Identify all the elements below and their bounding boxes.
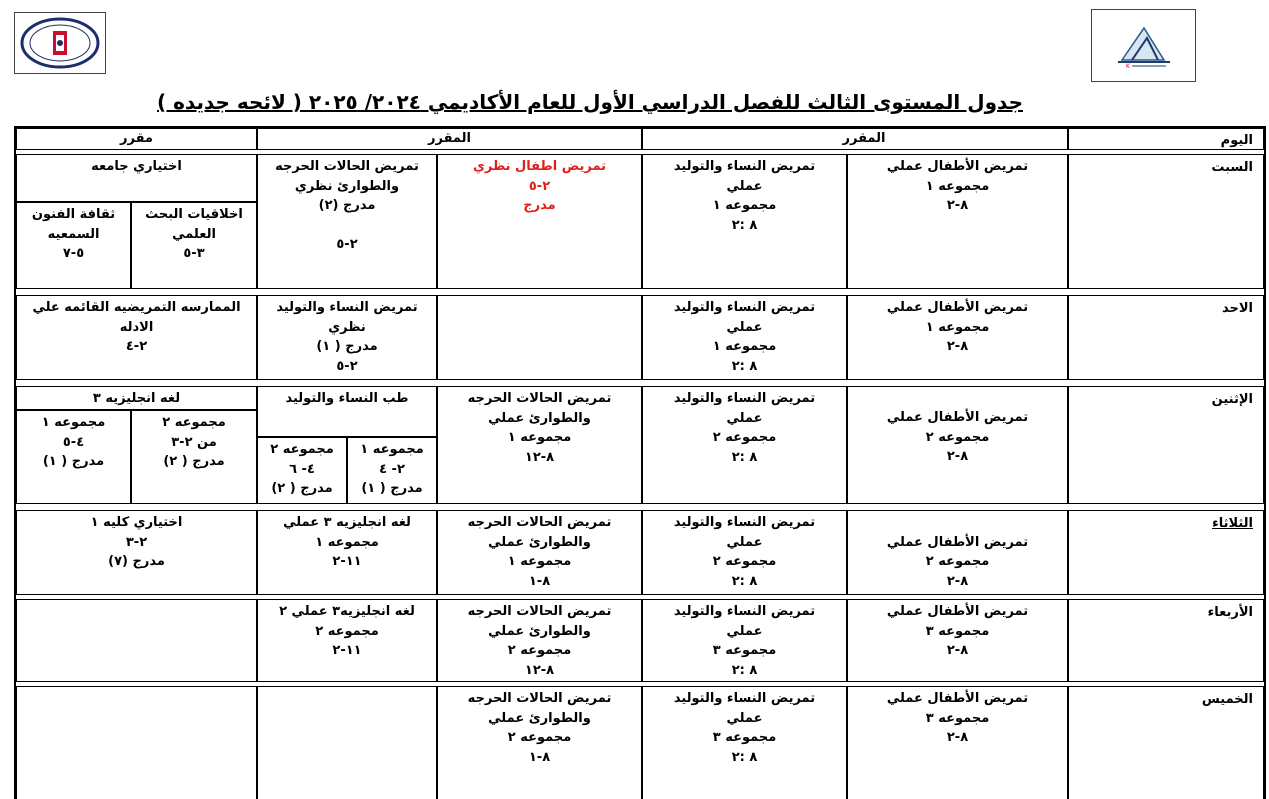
tue-pediatric-practical: تمريض الأطفال عملي مجموعه ٢ ٨-٢ <box>847 510 1068 595</box>
thu-obstetric-practical: تمريض النساء والتوليد عملي مجموعه ٣ ٨ :٢ <box>642 686 847 799</box>
mon-english-group-2: مجموعه ٢ من ٢-٣ مدرج ( ٢) <box>131 410 257 504</box>
sun-pediatric-practical: تمريض الأطفال عملي مجموعه ١ ٨-٢ <box>847 295 1068 380</box>
tue-critical-care-practical: تمريض الحالات الحرجه والطوارئ عملي مجموعه ١ ٨-١ <box>437 510 642 595</box>
mon-obstetric-medicine-group-1: مجموعه ١ ٢- ٤ مدرج ( ١) <box>347 437 437 504</box>
mon-english-group-1: مجموعه ١ ٤-٥ مدرج ( ١) <box>16 410 131 504</box>
header-course-3: مقرر <box>16 128 257 150</box>
header-day: اليوم <box>1068 128 1264 150</box>
svg-text:K: K <box>1126 63 1130 70</box>
day-thursday: الخميس <box>1068 686 1264 799</box>
sat-university-elective: اختياري جامعه <box>16 154 257 202</box>
thu-critical-care-practical: تمريض الحالات الحرجه والطوارئ عملي مجموعه ٢ ٨-١ <box>437 686 642 799</box>
tue-english-practical: لغه انجليزيه ٣ عملي مجموعه ١ ١١-٢ <box>257 510 437 595</box>
tue-faculty-elective: اختياري كليه ١ ٢-٣ مدرج (٧) <box>16 510 257 595</box>
day-wednesday: الأربعاء <box>1068 599 1264 682</box>
day-monday: الإثنين <box>1068 386 1264 504</box>
sun-empty <box>437 295 642 380</box>
day-tuesday: الثلاثاء <box>1068 510 1264 595</box>
header-course-2: المقرر <box>257 128 642 150</box>
mon-critical-care-practical: تمريض الحالات الحرجه والطوارئ عملي مجموعه ١ ٨-١٢ <box>437 386 642 504</box>
mon-english-3: لغه انجليزيه ٣ <box>16 386 257 410</box>
sun-obstetric-theory: تمريض النساء والتوليد نظري مدرج ( ١) ٢-٥ <box>257 295 437 380</box>
wed-critical-care-practical: تمريض الحالات الحرجه والطوارئ عملي مجموعه ٢ ٨-١٢ <box>437 599 642 682</box>
sun-evidence-based-practice: الممارسه التمريضيه القائمه علي الادله ٢-٤ <box>16 295 257 380</box>
thu-empty-2 <box>16 686 257 799</box>
sat-critical-care-theory: تمريض الحالات الحرجه والطوارئ نظري مدرج (٢) ٢-٥ <box>257 154 437 289</box>
tue-obstetric-practical: تمريض النساء والتوليد عملي مجموعه ٢ ٨ :٢ <box>642 510 847 595</box>
wed-obstetric-practical: تمريض النساء والتوليد عملي مجموعه ٣ ٨ :٢ <box>642 599 847 682</box>
header-course-1: المقرر <box>642 128 1068 150</box>
sat-research-ethics: اخلاقيات البحث العلمي ٣-٥ <box>131 202 257 289</box>
mon-obstetric-practical: تمريض النساء والتوليد عملي مجموعه ٢ ٨ :٢ <box>642 386 847 504</box>
sat-pediatric-practical: تمريض الأطفال عملي مجموعه ١ ٨-٢ <box>847 154 1068 289</box>
mon-obstetric-medicine: طب النساء والتوليد <box>257 386 437 437</box>
sat-obstetric-practical: تمريض النساء والتوليد عملي مجموعه ١ ٨ :٢ <box>642 154 847 289</box>
sat-pediatric-theory: تمريض اطفال نظري ٢-٥ مدرج <box>437 154 642 289</box>
thu-pediatric-practical: تمريض الأطفال عملي مجموعه ٣ ٨-٢ <box>847 686 1068 799</box>
wed-pediatric-practical: تمريض الأطفال عملي مجموعه ٣ ٨-٢ <box>847 599 1068 682</box>
thu-empty-1 <box>257 686 437 799</box>
mon-obstetric-medicine-group-2: مجموعه ٢ ٤- ٦ مدرج ( ٢) <box>257 437 347 504</box>
day-sunday: الاحد <box>1068 295 1264 380</box>
university-logo <box>1091 9 1196 82</box>
day-saturday: السبت <box>1068 154 1264 289</box>
sun-obstetric-practical: تمريض النساء والتوليد عملي مجموعه ١ ٨ :٢ <box>642 295 847 380</box>
wed-empty <box>16 599 257 682</box>
mon-pediatric-practical: تمريض الأطفال عملي مجموعه ٢ ٨-٢ <box>847 386 1068 504</box>
sat-auditory-arts: ثقافة الفنون السمعيه ٥-٧ <box>16 202 131 289</box>
page-title: جدول المستوى الثالث للفصل الدراسي الأول للعام الأكاديمي ٢٠٢٤/ ٢٠٢٥ ( لائحه جديده ) <box>157 90 1023 114</box>
wed-english-practical: لغه انجليزيه٣ عملي ٢ مجموعه ٢ ١١-٢ <box>257 599 437 682</box>
faculty-logo <box>14 12 106 74</box>
